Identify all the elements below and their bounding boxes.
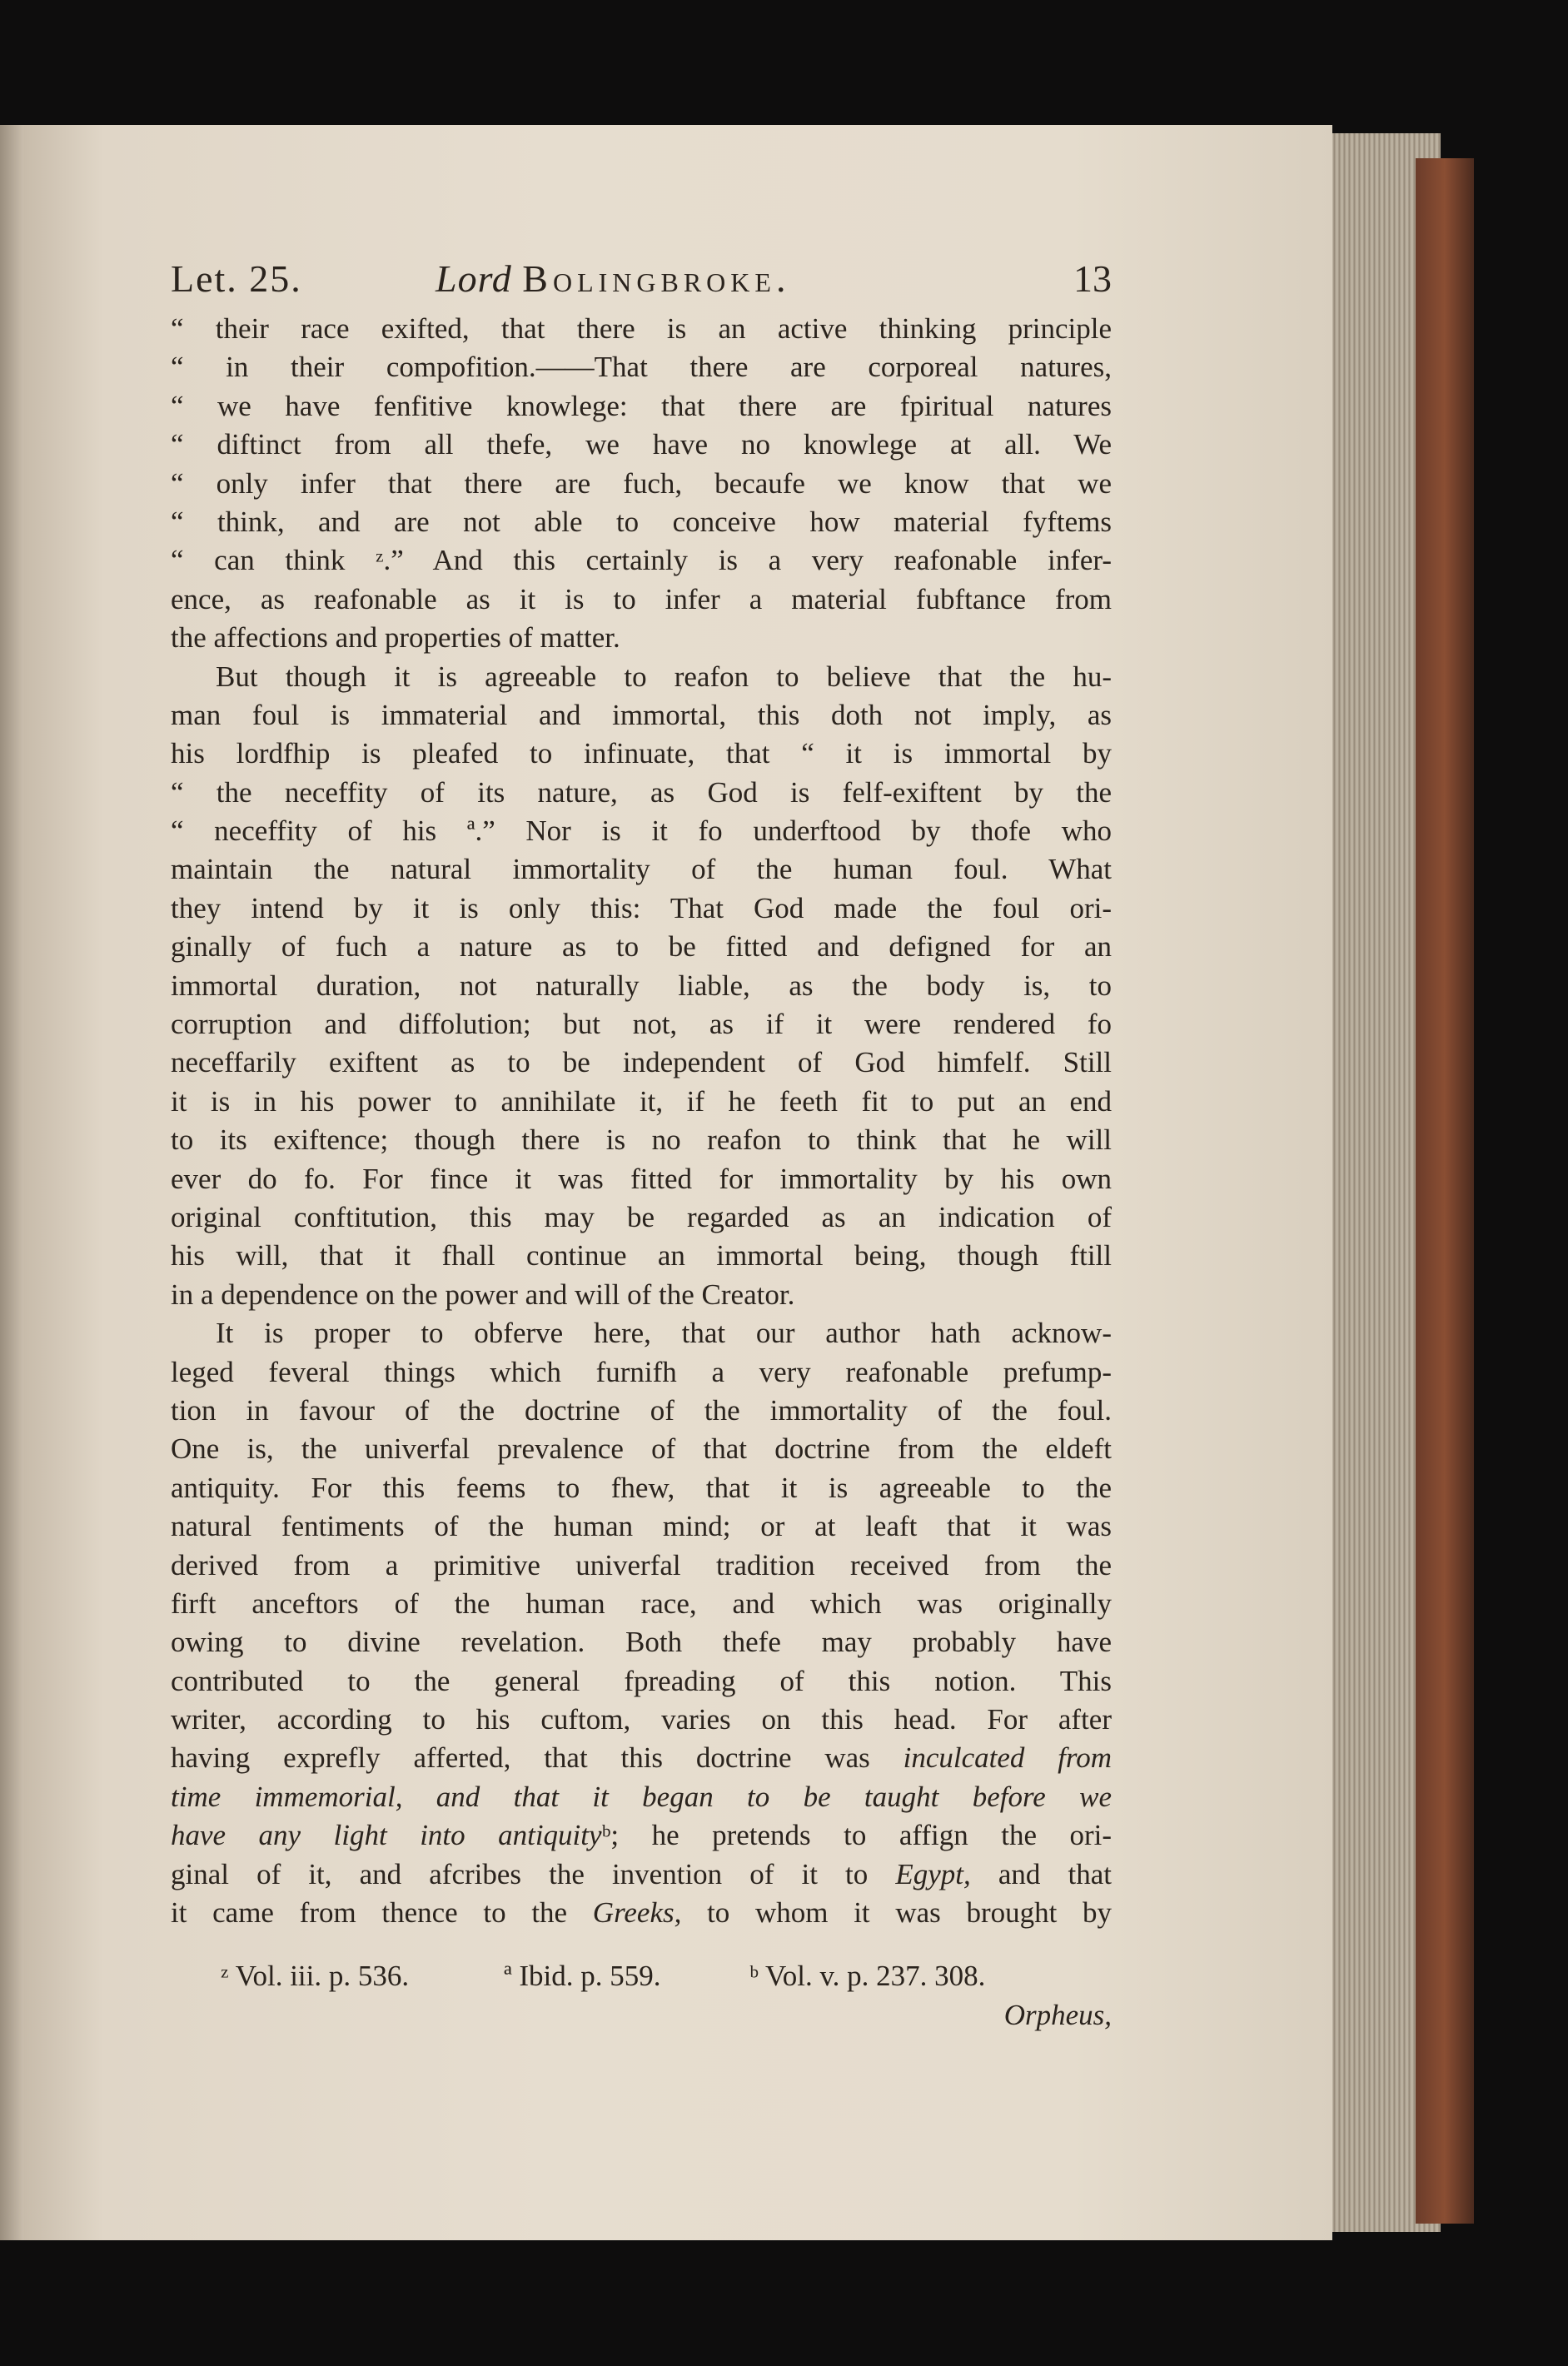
text-line: neceffarily exiftent as to be independent of God himfelf. Still [171, 1046, 1112, 1079]
text-line: in a dependence on the power and will of the Creator. [171, 1278, 795, 1311]
text-line: firft anceftors of the human race, and which was originally [171, 1586, 1112, 1620]
footnote: ᶻ Vol. iii. p. 536. [221, 1960, 410, 1992]
text-line: “ we have fenfitive knowlege: that there are fpiritual natures [171, 389, 1112, 422]
text-line: to its exiftence; though there is no reafon to think that he will [171, 1123, 1112, 1157]
running-title-lord: Lord [436, 257, 512, 300]
text-line: man foul is immaterial and immortal, this doth not imply, as [171, 698, 1112, 731]
text-line: contributed to the general fpreading of this notion. This [171, 1664, 1112, 1697]
italic-phrase: Greeks, [592, 1896, 682, 1930]
running-title-name: Bolingbroke. [522, 257, 791, 300]
text-line: “ the neceffity of its nature, as God is felf-exiftent by the [171, 775, 1112, 809]
text-line: natural fentiments of the human mind; or at leaft that it was [171, 1510, 1112, 1543]
text-segment: ginal of it, and afcribes the invention of it to [171, 1857, 869, 1890]
letter-number: Let. 25. [171, 257, 302, 300]
text-line: original conftitution, this may be regarded as an indication of [171, 1200, 1112, 1233]
text-line: maintain the natural immortality of the human foul. What [171, 853, 1112, 886]
body-text [171, 310, 1112, 1932]
text-line: antiquity. For this feems to fhew, that it is agreeable to the [171, 1471, 1112, 1504]
text-line: “ think, and are not able to conceive how material fyftems [171, 505, 1112, 538]
text-segment: to whom it was brought by [707, 1896, 1112, 1930]
text-line: derived from a primitive univerfal tradition received from the [171, 1548, 1112, 1581]
text-line: leged feveral things which furnifh a very reafonable prefump- [171, 1355, 1112, 1388]
running-title [436, 257, 790, 301]
text-line: ginally of fuch a nature as to be fitted and defigned for an [171, 930, 1112, 964]
text-line: writer, according to his cuftom, varies on this head. For after [171, 1703, 1112, 1736]
italic-phrase: have any light into antiquity [171, 1819, 602, 1852]
italic-phrase: it began to be taught before we [592, 1780, 1112, 1813]
page-number: 13 [1073, 257, 1112, 300]
italic-phrase: Egypt, [895, 1857, 971, 1890]
footnote: ª Ibid. p. 559. [504, 1960, 661, 1992]
text-line: One is, the univerfal prevalence of that doctrine from the eldeft [171, 1432, 1112, 1466]
text-line: But though it is agreeable to reafon to believe that the hu- [216, 660, 1112, 693]
text-line [171, 1778, 1112, 1816]
text-line: corruption and diffolution; but not, as if it were rendered fo [171, 1008, 1112, 1041]
text-line: “ in their compofition.——That there are corporeal natures, [171, 351, 1112, 384]
catchword: Orpheus, [1003, 1999, 1112, 2031]
italic-phrase: time immemorial, and that [171, 1780, 560, 1813]
footnote: ᵇ Vol. v. p. 237. 308. [749, 1960, 986, 1992]
text-segment: having exprefly afferted, that this doctrine was [171, 1741, 870, 1775]
book-cover-edge [1416, 158, 1474, 2224]
text-line: “ diftinct from all thefe, we have no knowlege at all. We [171, 428, 1112, 461]
text-line: “ their race exifted, that there is an active thinking principle [171, 312, 1112, 345]
text-line [171, 1894, 1112, 1932]
text-line: ever do fo. For fince it was fitted for immortality by his own [171, 1162, 1112, 1195]
text-line: ence, as reafonable as it is to infer a material fubftance from [171, 582, 1112, 615]
text-line: they intend by it is only this: That God made the foul ori- [171, 891, 1112, 924]
text-line [171, 1739, 1112, 1777]
text-segment: and that [998, 1857, 1112, 1890]
text-segment: ᵇ; he pretends to affign the ori- [601, 1819, 1112, 1852]
text-line: It is proper to obferve here, that our author hath acknow- [216, 1317, 1112, 1350]
text-line: “ only infer that there are fuch, becaufe we know that we [171, 466, 1112, 500]
text-line [171, 1816, 1112, 1855]
text-line: it is in his power to annihilate it, if he feeth fit to put an end [171, 1084, 1112, 1118]
text-line: owing to divine revelation. Both thefe may probably have [171, 1626, 1112, 1659]
text-line: “ can think ᶻ.” And this certainly is a very reafonable infer- [171, 544, 1112, 577]
italic-phrase: inculcated from [903, 1741, 1112, 1775]
text-line [171, 1855, 1112, 1894]
text-line: immortal duration, not naturally liable, as the body is, to [171, 969, 1112, 1002]
text-line: “ neceffity of his ª.” Nor is it fo underftood by thofe who [171, 814, 1112, 848]
running-header [171, 257, 1112, 306]
text-line: the affections and properties of matter. [171, 621, 620, 655]
text-line: his will, that it fhall continue an immortal being, though ftill [171, 1239, 1112, 1273]
text-segment: it came from thence to the [171, 1896, 568, 1930]
text-line: tion in favour of the doctrine of the immortality of the foul. [171, 1393, 1112, 1427]
text-line: his lordfhip is pleafed to infinuate, that “ it is immortal by [171, 737, 1112, 770]
